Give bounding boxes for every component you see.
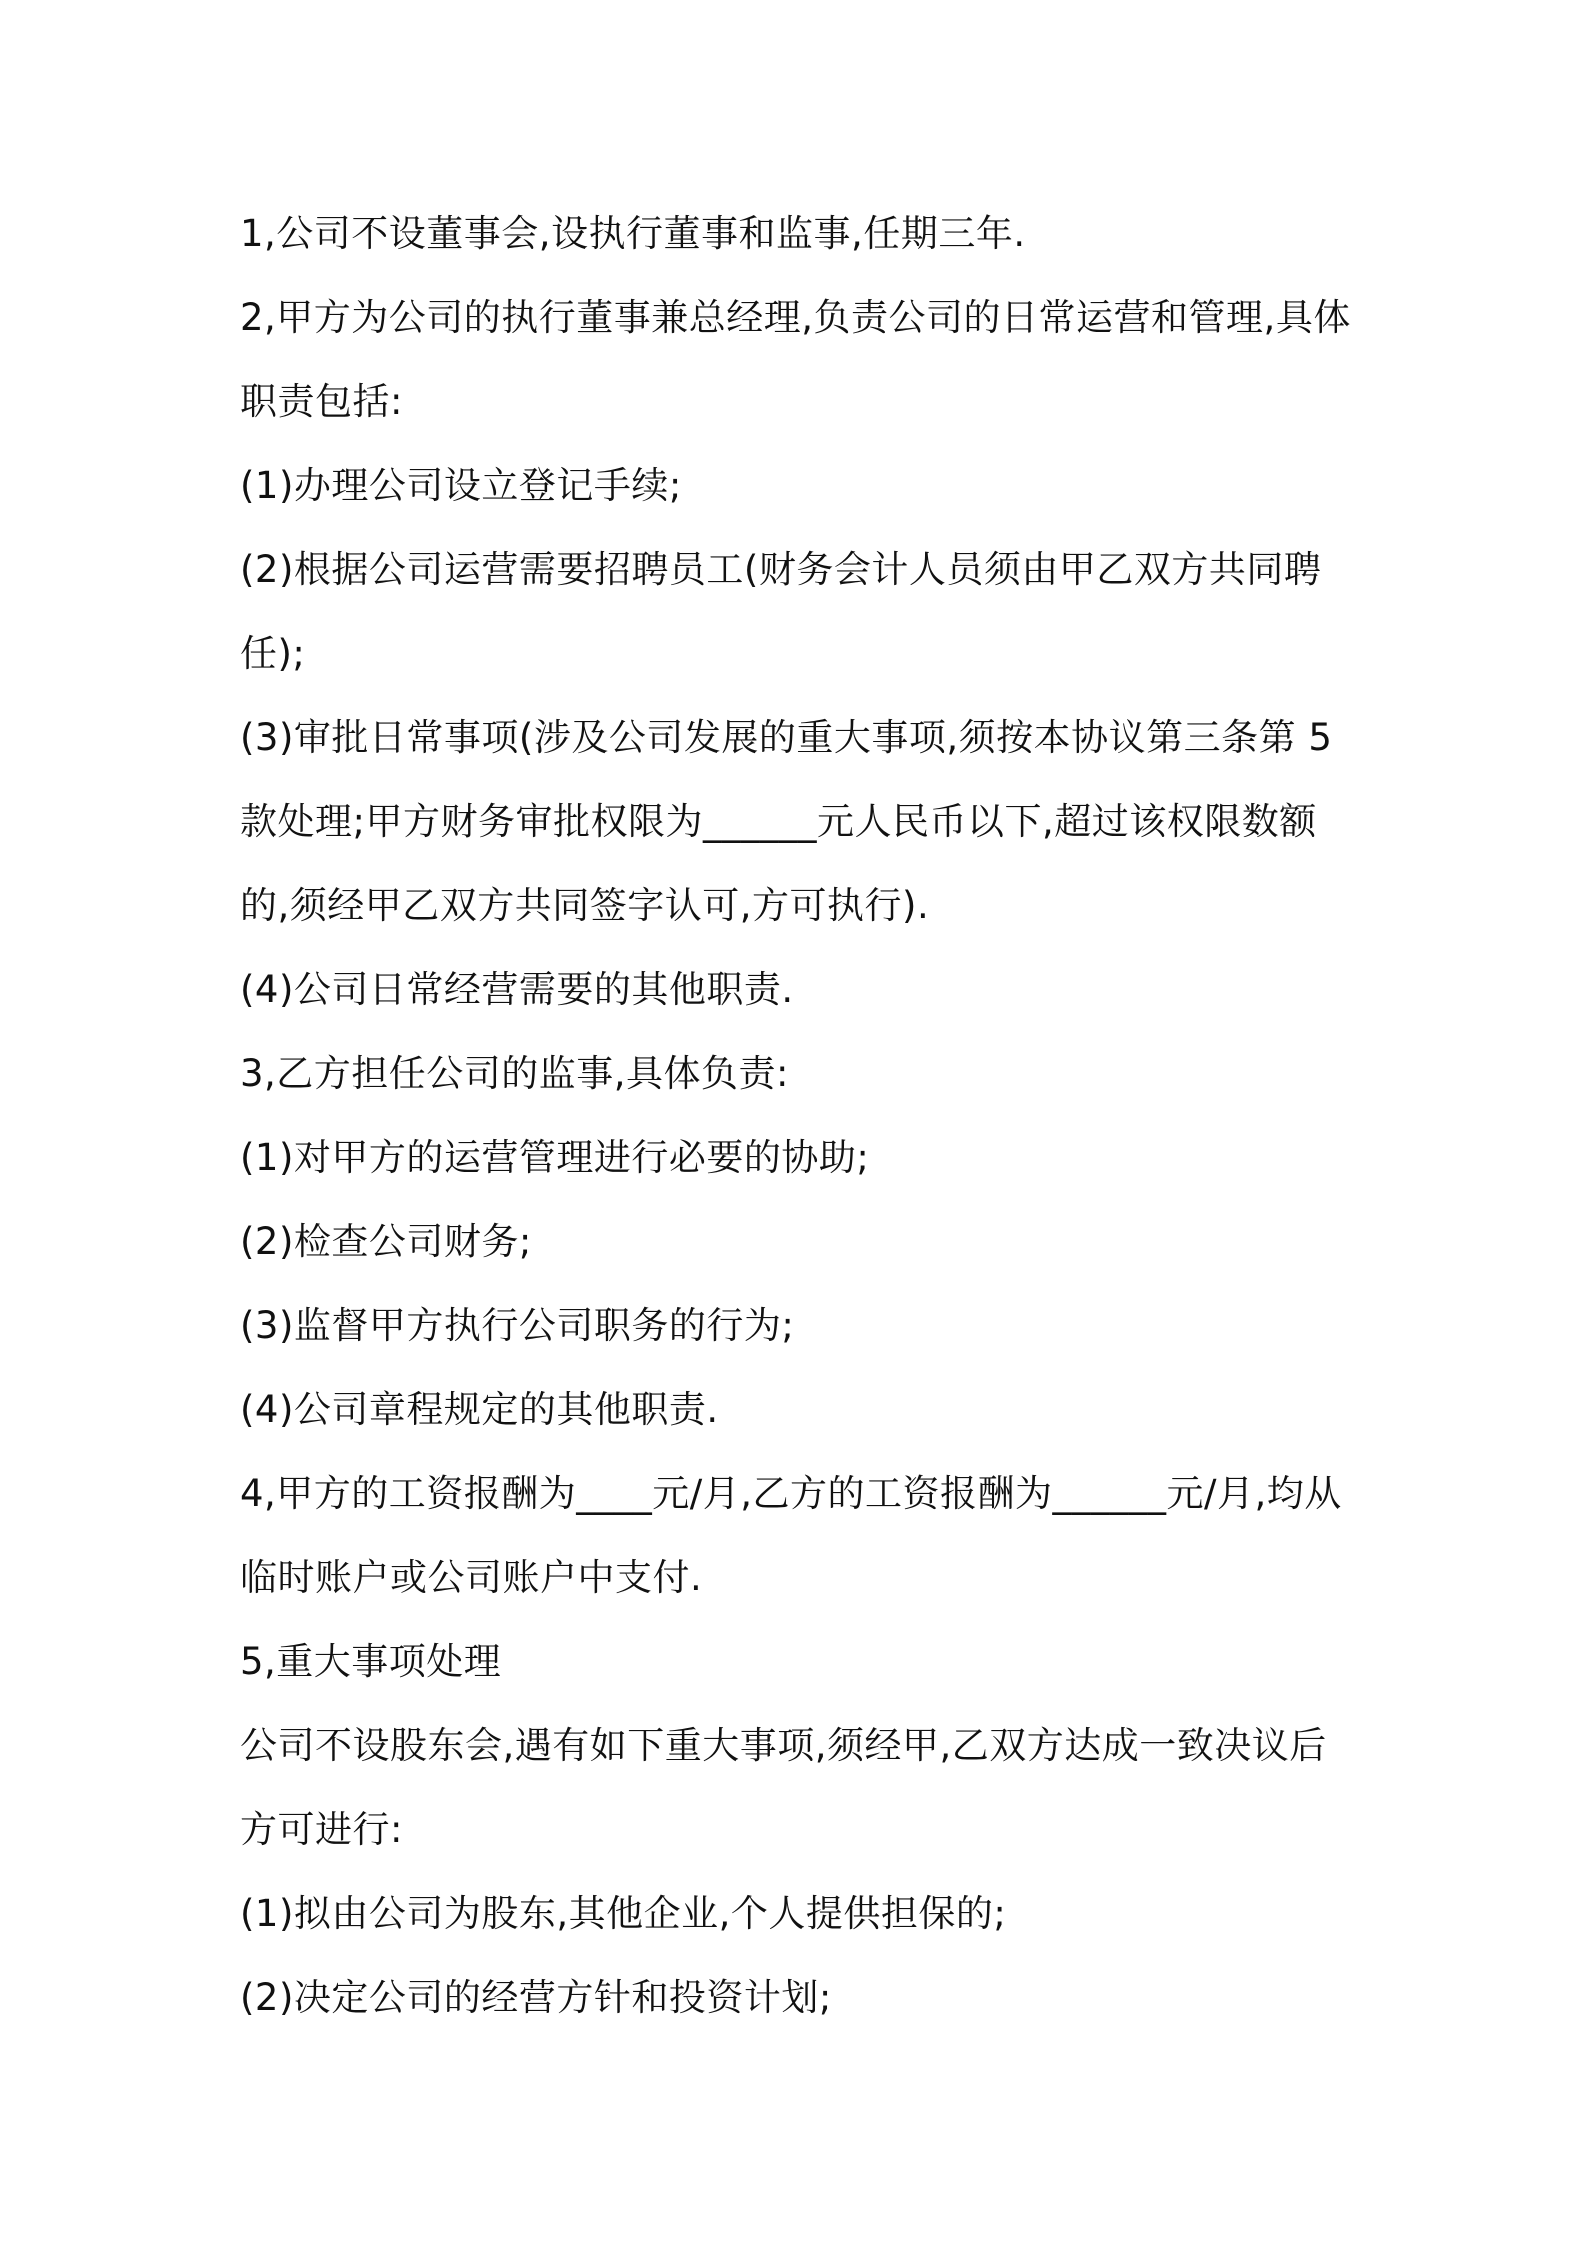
text-line: 2,甲方为公司的执行董事兼总经理,负责公司的日常运营和管理,具体 [240, 296, 1351, 339]
text-line: (2)决定公司的经营方针和投资计划; [240, 1976, 832, 2019]
text-line: 3,乙方担任公司的监事,具体负责: [240, 1052, 790, 1095]
document-body [240, 192, 1360, 2040]
text-line: (4)公司章程规定的其他职责. [240, 1388, 719, 1431]
text-line: (1)拟由公司为股东,其他企业,个人提供担保的; [240, 1892, 1007, 1935]
text-line: (2)检查公司财务; [240, 1220, 532, 1263]
text-line: (1)对甲方的运营管理进行必要的协助; [240, 1136, 870, 1179]
text-line: 公司不设股东会,遇有如下重大事项,须经甲,乙双方达成一致决议后 [240, 1724, 1327, 1767]
text-line: 4,甲方的工资报酬为____元/月,乙方的工资报酬为______元/月,均从 [240, 1472, 1342, 1515]
text-line: (3)审批日常事项(涉及公司发展的重大事项,须按本协议第三条第 5 [240, 716, 1333, 759]
text-line: (4)公司日常经营需要的其他职责. [240, 968, 794, 1011]
text-line: 的,须经甲乙双方共同签字认可,方可执行). [240, 884, 930, 927]
text-line: 临时账户或公司账户中支付. [240, 1556, 703, 1599]
text-line: 职责包括: [240, 380, 403, 423]
text-line: 任); [240, 632, 306, 675]
text-line: 款处理;甲方财务审批权限为______元人民币以下,超过该权限数额 [240, 800, 1317, 843]
text-line: (2)根据公司运营需要招聘员工(财务会计人员须由甲乙双方共同聘 [240, 548, 1322, 591]
text-line: 5,重大事项处理 [240, 1640, 502, 1683]
text-line: 方可进行: [240, 1808, 403, 1851]
text-line: (3)监督甲方执行公司职务的行为; [240, 1304, 795, 1347]
text-line: 1,公司不设董事会,设执行董事和监事,任期三年. [240, 212, 1026, 255]
text-line: (1)办理公司设立登记手续; [240, 464, 682, 507]
